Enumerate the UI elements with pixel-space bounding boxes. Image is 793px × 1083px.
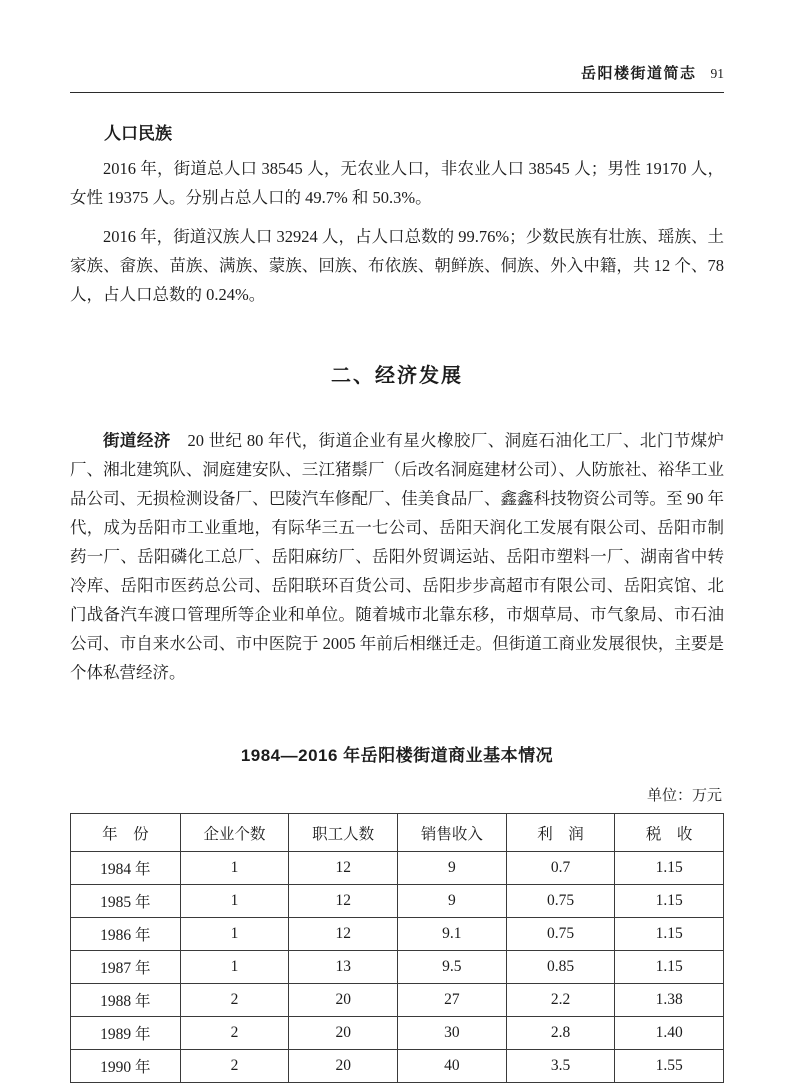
table-cell: 1.15	[615, 852, 724, 885]
table-body	[71, 852, 724, 1083]
table-cell: 1.38	[615, 984, 724, 1017]
table-cell: 1	[180, 852, 289, 885]
header-page-number: 91	[710, 66, 724, 81]
section-title-population: 人口民族	[104, 124, 172, 143]
table-cell: 1.15	[615, 951, 724, 984]
table-cell: 0.85	[506, 951, 615, 984]
col-header-companies: 企业个数	[180, 814, 289, 852]
col-header-tax: 税 收	[615, 814, 724, 852]
table-row	[71, 951, 724, 984]
population-paragraph-2: 2016 年，街道汉族人口 32924 人，占人口总数的 99.76%；少数民族有壮族、瑶族、土家族、畲族、苗族、满族、蒙族、回族、布依族、朝鲜族、侗族、外入中籍，共 12 个、78 人，占人口总数的 0.24%。	[70, 227, 724, 304]
table-cell: 1984 年	[71, 852, 181, 885]
table-cell: 2.8	[506, 1017, 615, 1050]
table-cell: 1987 年	[71, 951, 181, 984]
table-cell: 1	[180, 918, 289, 951]
table-cell: 1.15	[615, 885, 724, 918]
col-header-revenue: 销售收入	[398, 814, 507, 852]
economy-lead-term: 街道经济	[103, 431, 171, 450]
table-cell: 1988 年	[71, 984, 181, 1017]
table-cell: 1	[180, 951, 289, 984]
table-row	[71, 852, 724, 885]
table-cell: 2	[180, 1017, 289, 1050]
economy-body-text: 20 世纪 80 年代，街道企业有星火橡胶厂、洞庭石油化工厂、北门节煤炉厂、湘北建筑队、洞庭建安队、三江猪鬃厂（后改名洞庭建材公司）、人防旅社、裕华工业品公司、无损检测设备厂、巴陵汽车修配厂、佳美食品厂、鑫鑫科技物资公司等。至 90 年代，成为岳阳市工业重地，有际华三五一七公司、岳阳天润化工发展有限公司、岳阳市制药一厂、岳阳磷化工总厂、岳阳麻纺厂、岳阳外贸调运站、岳阳市塑料一厂、湖南省中转冷库、岳阳市医药总公司、岳阳联环百货公司、岳阳步步高超市有限公司、岳阳宾馆、北门战备汽车渡口管理所等企业和单位。随着城市北靠东移，市烟草局、市气象局、市石油公司、市自来水公司、市中医院于 2005 年前后相继迁走。但街道工商业发展很快，主要是个体私营经济。	[70, 431, 724, 682]
table-cell: 1.15	[615, 918, 724, 951]
table-row	[71, 1050, 724, 1083]
table-unit-label: 单位：万元	[646, 788, 722, 804]
table-cell: 9.5	[398, 951, 507, 984]
table-cell: 9	[398, 852, 507, 885]
col-header-staff: 职工人数	[289, 814, 398, 852]
table-cell: 27	[398, 984, 507, 1017]
table-cell: 0.7	[506, 852, 615, 885]
chapter-heading-economy: 二、经济发展	[331, 365, 463, 387]
table-cell: 12	[289, 918, 398, 951]
table-cell: 1990 年	[71, 1050, 181, 1083]
table-cell: 1.55	[615, 1050, 724, 1083]
table-cell: 0.75	[506, 885, 615, 918]
business-table	[70, 813, 724, 1083]
table-cell: 30	[398, 1017, 507, 1050]
table-cell: 1986 年	[71, 918, 181, 951]
table-header-row	[71, 814, 724, 852]
table-row	[71, 984, 724, 1017]
table-cell: 20	[289, 1017, 398, 1050]
population-paragraph-1: 2016 年，街道总人口 38545 人，无农业人口，非农业人口 38545 人；男性 19170 人，女性 19375 人。分别占总人口的 49.7% 和 50.3%。	[70, 159, 724, 207]
table-cell: 2	[180, 1050, 289, 1083]
table-row	[71, 1017, 724, 1050]
table-cell: 3.5	[506, 1050, 615, 1083]
table-cell: 9	[398, 885, 507, 918]
table-cell: 9.1	[398, 918, 507, 951]
table-cell: 1989 年	[71, 1017, 181, 1050]
table-cell: 2.2	[506, 984, 615, 1017]
header-book-title: 岳阳楼街道简志	[580, 66, 697, 82]
table-cell: 12	[289, 885, 398, 918]
table-cell: 13	[289, 951, 398, 984]
running-header	[70, 62, 724, 93]
table-row	[71, 918, 724, 951]
economy-paragraph	[70, 426, 724, 687]
table-cell: 12	[289, 852, 398, 885]
col-header-profit: 利 润	[506, 814, 615, 852]
table-cell: 20	[289, 984, 398, 1017]
business-table-title: 1984—2016 年岳阳楼街道商业基本情况	[240, 746, 554, 765]
table-cell: 1.40	[615, 1017, 724, 1050]
table-row	[71, 885, 724, 918]
table-cell: 2	[180, 984, 289, 1017]
table-cell: 1	[180, 885, 289, 918]
table-cell: 0.75	[506, 918, 615, 951]
col-header-year: 年 份	[71, 814, 181, 852]
table-cell: 20	[289, 1050, 398, 1083]
table-cell: 40	[398, 1050, 507, 1083]
table-cell: 1985 年	[71, 885, 181, 918]
